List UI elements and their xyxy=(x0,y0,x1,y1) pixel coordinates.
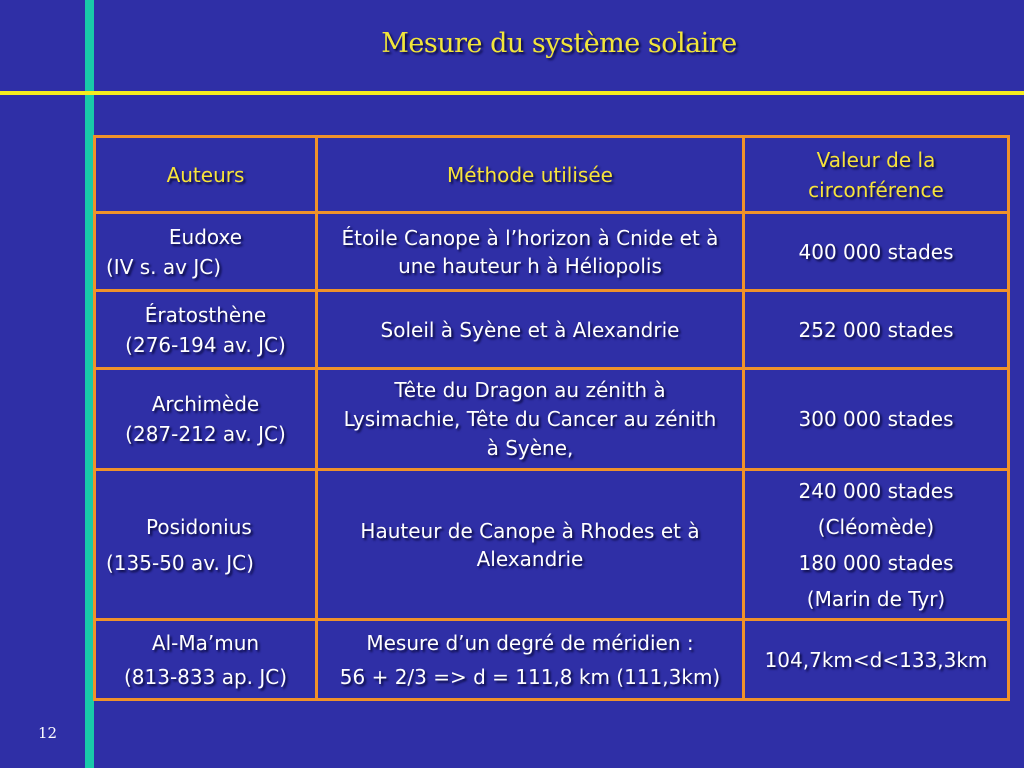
header-authors: Auteurs xyxy=(95,137,317,213)
method-cell xyxy=(317,369,744,470)
author-period: (135-50 av. JC) xyxy=(106,550,254,575)
author-period: (287-212 av. JC) xyxy=(125,422,286,446)
author-name: Archimède xyxy=(151,392,260,416)
author-period: (813-833 ap. JC) xyxy=(123,664,288,689)
value-text: 300 000 stades xyxy=(798,407,954,431)
value-cell xyxy=(744,369,1009,470)
author-period: (IV s. av JC) xyxy=(106,254,221,279)
method-cell xyxy=(317,291,744,369)
value-text: 252 000 stades xyxy=(798,317,954,342)
author-cell xyxy=(95,620,317,700)
value-text: 180 000 stades xyxy=(798,550,954,575)
value-cell xyxy=(744,291,1009,369)
method-cell xyxy=(317,470,744,620)
value-cell xyxy=(744,213,1009,291)
method-text: Étoile Canope à l’horizon à Cnide et à une hauteur h à Héliopolis xyxy=(341,225,719,278)
author-cell xyxy=(95,291,317,369)
method-text: Tête du Dragon au zénith à Lysimachie, Tête du Cancer au zénith à Syène, xyxy=(343,377,717,460)
author-cell xyxy=(95,470,317,620)
value-cell xyxy=(744,470,1009,620)
value-cell xyxy=(744,620,1009,700)
comparison-table xyxy=(93,135,1010,701)
title-underline xyxy=(0,91,1024,95)
table-row xyxy=(95,620,1009,700)
slide-number: 12 xyxy=(38,724,58,742)
value-note: (Marin de Tyr) xyxy=(806,586,946,611)
method-cell xyxy=(317,213,744,291)
table-row xyxy=(95,213,1009,291)
author-cell xyxy=(95,369,317,470)
table-header-row xyxy=(95,137,1009,213)
method-text: Mesure d’un degré de méridien : xyxy=(366,630,694,655)
value-note: (Cléomède) xyxy=(817,514,935,539)
table-row xyxy=(95,291,1009,369)
author-cell xyxy=(95,213,317,291)
author-name: Eudoxe xyxy=(168,224,243,249)
method-formula: 56 + 2/3 => d = 111,8 km (111,3km) xyxy=(339,664,721,689)
method-text: Soleil à Syène et à Alexandrie xyxy=(380,317,680,342)
table-row xyxy=(95,470,1009,620)
author-period: (276-194 av. JC) xyxy=(125,332,286,357)
header-value: Valeur de la circonférence xyxy=(744,137,1009,213)
method-text: Hauteur de Canope à Rhodes et à Alexandrie xyxy=(360,518,700,571)
author-name: Al-Ma’mun xyxy=(151,630,260,655)
method-cell xyxy=(317,620,744,700)
value-text: 104,7km<d<133,3km xyxy=(764,647,988,672)
author-name: Ératosthène xyxy=(144,302,267,327)
table-row xyxy=(95,369,1009,470)
slide-title: Mesure du système solaire xyxy=(381,28,737,59)
author-name: Posidonius xyxy=(146,514,252,539)
value-text: 240 000 stades xyxy=(798,478,954,503)
value-text: 400 000 stades xyxy=(798,239,954,264)
header-method: Méthode utilisée xyxy=(317,137,744,213)
